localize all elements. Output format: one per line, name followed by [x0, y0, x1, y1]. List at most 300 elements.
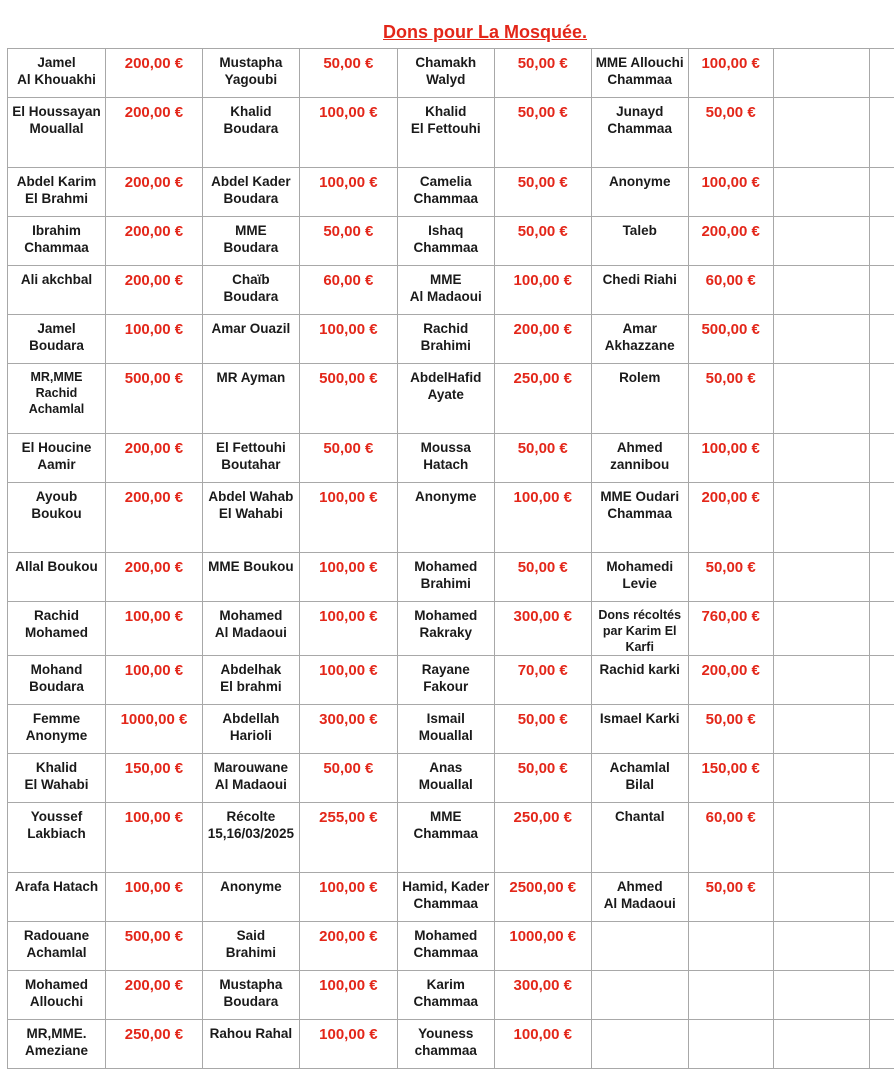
donor-name-line: Harioli	[229, 728, 272, 743]
donor-name	[397, 266, 494, 315]
donor-name	[397, 656, 494, 705]
donor-name-line: Chantal	[614, 809, 665, 824]
donor-name-line: El Brahmi	[24, 191, 88, 206]
donor-name-line: Aamir	[37, 457, 76, 472]
donor-name-line: Boudara	[223, 289, 279, 304]
donor-name	[8, 803, 106, 873]
donor-name	[202, 483, 299, 553]
donation-amount: 100,00 €	[105, 315, 202, 364]
donor-name-line: MR Ayman	[216, 370, 286, 385]
donor-name-line: Chedi Riahi	[602, 272, 677, 287]
donor-name	[8, 49, 106, 98]
donor-name-line: Arafa Hatach	[14, 879, 99, 894]
donor-name	[202, 602, 299, 656]
donor-name-line: Anonyme	[608, 174, 671, 189]
donor-name-line: MR,MME	[30, 370, 83, 384]
donor-name-line: Jamel	[37, 55, 76, 70]
donor-name-line: Boudara	[223, 240, 279, 255]
donor-name	[8, 168, 106, 217]
donor-name	[591, 434, 688, 483]
table-row	[8, 971, 894, 1020]
empty-cell	[870, 602, 894, 656]
donor-name-line: Al Madaoui	[409, 289, 482, 304]
donor-name-line: AbdelHafid	[410, 370, 482, 385]
donor-name-line: Anonyme	[25, 728, 88, 743]
donation-amount: 250,00 €	[494, 803, 591, 873]
empty-cell	[773, 754, 870, 803]
donor-name-line: zannibou	[610, 457, 670, 472]
donor-name-line: Chammaa	[24, 240, 89, 255]
empty-cell	[773, 803, 870, 873]
donor-name	[591, 98, 688, 168]
donor-name	[397, 922, 494, 971]
donor-name-line: Mohamed	[414, 559, 478, 574]
donor-name	[8, 754, 106, 803]
donor-name-line: Al Madaoui	[214, 625, 287, 640]
donation-amount: 1000,00 €	[105, 705, 202, 754]
donor-name-line: Abdellah	[222, 711, 280, 726]
donor-name-line: Abdelhak	[220, 662, 282, 677]
empty-cell	[773, 168, 870, 217]
donor-name	[8, 483, 106, 553]
table-row	[8, 483, 894, 553]
donation-amount: 200,00 €	[105, 217, 202, 266]
donor-name	[397, 98, 494, 168]
donor-name	[397, 168, 494, 217]
donor-name-line: Ibrahim	[32, 223, 81, 238]
donation-amount: 60,00 €	[688, 803, 773, 873]
donor-name	[8, 971, 106, 1020]
donation-amount: 100,00 €	[299, 315, 397, 364]
donor-name-line: Ahmed	[616, 440, 663, 455]
donor-name	[591, 873, 688, 922]
donation-amount: 200,00 €	[105, 98, 202, 168]
table-row	[8, 656, 894, 705]
donor-name	[591, 315, 688, 364]
donor-name-line: Al Madaoui	[214, 777, 287, 792]
donor-name-line: El Houssayan	[12, 104, 101, 119]
donor-name-line: El Fettouhi	[410, 121, 481, 136]
table-row	[8, 803, 894, 873]
donor-name	[397, 49, 494, 98]
donor-name	[397, 1020, 494, 1069]
donor-name	[8, 217, 106, 266]
donation-amount: 300,00 €	[494, 602, 591, 656]
donor-name	[202, 168, 299, 217]
table-row	[8, 1020, 894, 1069]
donor-name-line: Chammaa	[413, 945, 479, 960]
donor-name	[591, 168, 688, 217]
donor-name-line: Mohamed	[414, 928, 478, 943]
donor-name-line: Chammaa	[607, 506, 672, 521]
donation-amount	[688, 922, 773, 971]
donor-name-line: MME	[430, 809, 462, 824]
donation-amount: 760,00 €	[688, 602, 773, 656]
donation-amount: 200,00 €	[105, 483, 202, 553]
donor-name-line: Mohand	[30, 662, 83, 677]
donation-amount: 100,00 €	[494, 1020, 591, 1069]
donor-name	[397, 602, 494, 656]
donation-amount	[688, 971, 773, 1020]
donation-amount: 100,00 €	[688, 168, 773, 217]
donor-name-line: Chammaa	[413, 994, 479, 1009]
donor-name-line: Achamlal	[28, 402, 85, 416]
table-row	[8, 168, 894, 217]
empty-cell	[870, 803, 894, 873]
empty-cell	[870, 266, 894, 315]
donor-name-line: Lakbiach	[27, 826, 86, 841]
donation-amount: 50,00 €	[688, 98, 773, 168]
donor-name-line: Junayd	[616, 104, 664, 119]
empty-cell	[870, 1020, 894, 1069]
empty-cell	[870, 364, 894, 434]
donor-name-line: Ismael Karki	[599, 711, 680, 726]
donation-amount: 100,00 €	[299, 656, 397, 705]
empty-cell	[773, 1020, 870, 1069]
donor-name	[591, 1020, 688, 1069]
donor-name-line: Rachid	[33, 608, 79, 623]
donor-name-line: Brahimi	[420, 576, 471, 591]
empty-cell	[773, 602, 870, 656]
donor-name-line: Dons récoltés	[598, 608, 682, 622]
donor-name-line: Rayane	[421, 662, 470, 677]
donor-name-line: Anonyme	[415, 489, 477, 504]
donor-name-line: El Wahabi	[24, 777, 89, 792]
donor-name-line: Al Madaoui	[603, 896, 676, 911]
donation-amount: 500,00 €	[299, 364, 397, 434]
donation-amount	[688, 1020, 773, 1069]
donation-amount: 200,00 €	[105, 49, 202, 98]
donor-name	[202, 803, 299, 873]
donor-name-line: Mouallal	[29, 121, 84, 136]
empty-cell	[773, 553, 870, 602]
donation-amount: 150,00 €	[688, 754, 773, 803]
donor-name-line: Ayoub	[35, 489, 78, 504]
donation-amount: 500,00 €	[105, 364, 202, 434]
donor-name	[397, 705, 494, 754]
donation-amount: 100,00 €	[299, 1020, 397, 1069]
donor-name-line: Rachid	[35, 386, 78, 400]
empty-cell	[870, 922, 894, 971]
donor-name	[202, 49, 299, 98]
donor-name-line: Khalid	[230, 104, 272, 119]
donor-name-line: Chammaa	[413, 826, 479, 841]
empty-cell	[773, 483, 870, 553]
empty-cell	[870, 483, 894, 553]
donation-amount: 50,00 €	[299, 217, 397, 266]
donation-amount: 100,00 €	[494, 266, 591, 315]
donation-amount: 100,00 €	[299, 873, 397, 922]
donor-name-line: El Houcine	[21, 440, 92, 455]
donor-name	[202, 1020, 299, 1069]
donation-amount: 200,00 €	[105, 168, 202, 217]
empty-cell	[773, 315, 870, 364]
donor-name-line: 15,16/03/2025	[207, 826, 295, 841]
donation-amount: 200,00 €	[105, 266, 202, 315]
donation-amount: 200,00 €	[688, 483, 773, 553]
donor-name	[397, 754, 494, 803]
donor-name-line: Camelia	[419, 174, 472, 189]
donor-name-line: Karfi	[625, 640, 654, 654]
empty-cell	[870, 705, 894, 754]
donation-amount: 100,00 €	[688, 434, 773, 483]
donor-name	[397, 483, 494, 553]
table-row	[8, 705, 894, 754]
empty-cell	[773, 971, 870, 1020]
donor-name-line: MME	[235, 223, 267, 238]
donor-name-line: Marouwane	[213, 760, 289, 775]
donor-name-line: Boudara	[29, 338, 84, 353]
donation-amount: 100,00 €	[299, 602, 397, 656]
empty-cell	[870, 971, 894, 1020]
donor-name-line: Abdel Karim	[16, 174, 97, 189]
donor-name-line: Brahimi	[420, 338, 471, 353]
donor-name-line: MME Oudari	[600, 489, 680, 504]
donor-name	[202, 922, 299, 971]
donor-name-line: El Fettouhi	[216, 440, 286, 455]
donor-name	[8, 364, 106, 434]
donor-name	[8, 1020, 106, 1069]
donor-name	[397, 364, 494, 434]
donor-name-line: El Wahabi	[218, 506, 283, 521]
donation-amount: 1000,00 €	[494, 922, 591, 971]
donor-name	[202, 98, 299, 168]
donor-name-line: Akhazzane	[604, 338, 675, 353]
table-row	[8, 315, 894, 364]
donor-name-line: Hamid, Kader	[402, 879, 490, 894]
donor-name-line: Achamlal	[609, 760, 670, 775]
empty-cell	[773, 266, 870, 315]
donor-name-line: Boudara	[223, 121, 279, 136]
table-row	[8, 98, 894, 168]
donor-name-line: Said	[236, 928, 266, 943]
donation-amount: 250,00 €	[494, 364, 591, 434]
donor-name	[8, 434, 106, 483]
donor-name	[397, 971, 494, 1020]
table-row	[8, 754, 894, 803]
donor-name-line: Chammaa	[413, 240, 479, 255]
empty-cell	[870, 873, 894, 922]
donor-name	[202, 971, 299, 1020]
donor-name-line: Boutahar	[221, 457, 281, 472]
donation-amount: 150,00 €	[105, 754, 202, 803]
empty-cell	[773, 217, 870, 266]
donor-name-line: Khalid	[425, 104, 467, 119]
donor-name-line: Mustapha	[219, 55, 283, 70]
donation-amount: 500,00 €	[105, 922, 202, 971]
donor-name	[397, 434, 494, 483]
donor-name-line: Rakraky	[419, 625, 473, 640]
donation-amount: 200,00 €	[105, 971, 202, 1020]
donation-amount: 50,00 €	[299, 754, 397, 803]
donation-amount: 50,00 €	[299, 434, 397, 483]
donor-name-line: Boudara	[29, 679, 84, 694]
donor-name-line: MME	[430, 272, 462, 287]
donor-name-line: Anonyme	[220, 879, 282, 894]
donor-name	[202, 553, 299, 602]
donor-name-line: Rahou Rahal	[209, 1026, 293, 1041]
donation-amount: 100,00 €	[299, 168, 397, 217]
donor-name-line: Ali akchbal	[20, 272, 93, 287]
empty-cell	[773, 364, 870, 434]
donation-amount: 255,00 €	[299, 803, 397, 873]
donation-amount: 100,00 €	[299, 483, 397, 553]
donor-name	[591, 971, 688, 1020]
donation-amount: 50,00 €	[688, 553, 773, 602]
donor-name-line: Yagoubi	[224, 72, 278, 87]
donation-amount: 50,00 €	[494, 705, 591, 754]
donor-name-line: El brahmi	[220, 679, 282, 694]
donor-name-line: Mohamed	[24, 625, 88, 640]
donor-name	[397, 217, 494, 266]
donor-name-line: Hatach	[423, 457, 469, 472]
donor-name	[202, 434, 299, 483]
donation-amount: 70,00 €	[494, 656, 591, 705]
donor-name-line: Boudara	[223, 994, 279, 1009]
empty-cell	[773, 922, 870, 971]
empty-cell	[870, 434, 894, 483]
donor-name	[202, 315, 299, 364]
donor-name	[202, 656, 299, 705]
table-row	[8, 873, 894, 922]
donation-amount: 100,00 €	[105, 803, 202, 873]
donor-name-line: Moussa	[420, 440, 471, 455]
donor-name	[202, 364, 299, 434]
donor-name-line: Achamlal	[26, 945, 87, 960]
empty-cell	[773, 873, 870, 922]
donor-name-line: Rolem	[619, 370, 661, 385]
donor-name-line: Chamakh	[415, 55, 477, 70]
donor-name-line: Al Khouakhi	[17, 72, 96, 87]
donor-name-line: Allal Boukou	[15, 559, 98, 574]
donor-name	[591, 483, 688, 553]
donor-name-line: Ameziane	[24, 1043, 88, 1058]
table-row	[8, 553, 894, 602]
donor-name-line: Allouchi	[29, 994, 84, 1009]
donor-name-line: Walyd	[426, 72, 466, 87]
donor-name-line: Youssef	[30, 809, 83, 824]
empty-cell	[870, 656, 894, 705]
donor-name	[202, 705, 299, 754]
donation-amount: 60,00 €	[299, 266, 397, 315]
donor-name-line: Khalid	[35, 760, 78, 775]
donation-amount: 50,00 €	[299, 49, 397, 98]
table-row	[8, 922, 894, 971]
donor-name	[8, 553, 106, 602]
donor-name-line: Rachid	[423, 321, 469, 336]
donor-name-line: Taleb	[622, 223, 657, 238]
empty-cell	[773, 656, 870, 705]
donation-amount: 200,00 €	[105, 434, 202, 483]
donation-amount: 50,00 €	[494, 434, 591, 483]
donation-amount: 50,00 €	[494, 49, 591, 98]
donor-name	[202, 217, 299, 266]
donation-amount: 100,00 €	[299, 98, 397, 168]
donor-name-line: Ishaq	[428, 223, 464, 238]
donor-name	[591, 754, 688, 803]
donor-name-line: Boukou	[31, 506, 82, 521]
donation-amount: 100,00 €	[299, 971, 397, 1020]
donor-name-line: Chammaa	[607, 72, 672, 87]
donation-amount: 60,00 €	[688, 266, 773, 315]
donor-name	[8, 922, 106, 971]
donor-name-line: Ayate	[427, 387, 464, 402]
empty-cell	[870, 553, 894, 602]
donation-amount: 200,00 €	[688, 217, 773, 266]
table-row	[8, 602, 894, 656]
table-row	[8, 364, 894, 434]
donor-name-line: par Karim El	[602, 624, 677, 638]
donor-name-line: Fakour	[423, 679, 469, 694]
donor-name	[591, 364, 688, 434]
donor-name-line: Ahmed	[616, 879, 663, 894]
donation-amount: 100,00 €	[494, 483, 591, 553]
donor-name	[591, 217, 688, 266]
donation-amount: 50,00 €	[494, 553, 591, 602]
table-row	[8, 434, 894, 483]
donor-name-line: Récolte	[226, 809, 276, 824]
donation-amount: 100,00 €	[688, 49, 773, 98]
donor-name-line: Levie	[622, 576, 657, 591]
donor-name	[8, 266, 106, 315]
donation-amount: 200,00 €	[105, 553, 202, 602]
donation-amount: 50,00 €	[688, 705, 773, 754]
empty-cell	[773, 98, 870, 168]
donor-name-line: Karim	[426, 977, 465, 992]
donation-amount: 200,00 €	[299, 922, 397, 971]
donor-name-line: MME Allouchi	[595, 55, 684, 70]
donor-name-line: Rachid karki	[599, 662, 680, 677]
donor-name-line: Mohamed	[24, 977, 88, 992]
donor-name-line: Chammaa	[413, 191, 479, 206]
donor-name-line: Femme	[32, 711, 81, 726]
donor-name-line: MME Boukou	[208, 559, 294, 574]
empty-cell	[870, 168, 894, 217]
empty-cell	[870, 49, 894, 98]
donor-name-line: Youness	[418, 1026, 474, 1041]
table-row	[8, 217, 894, 266]
donation-amount: 100,00 €	[299, 553, 397, 602]
donation-amount: 50,00 €	[494, 217, 591, 266]
donor-name-line: Jamel	[37, 321, 76, 336]
donor-name	[8, 705, 106, 754]
donation-amount: 200,00 €	[494, 315, 591, 364]
donor-name-line: Radouane	[23, 928, 90, 943]
donation-amount: 200,00 €	[688, 656, 773, 705]
donor-name-line: Bilal	[625, 777, 654, 792]
empty-cell	[773, 49, 870, 98]
donation-amount: 250,00 €	[105, 1020, 202, 1069]
donor-name	[397, 553, 494, 602]
donor-name-line: Amar	[622, 321, 657, 336]
donor-name-line: Chammaa	[413, 896, 479, 911]
donation-amount: 500,00 €	[688, 315, 773, 364]
empty-cell	[870, 315, 894, 364]
donor-name	[591, 803, 688, 873]
donation-amount: 100,00 €	[105, 656, 202, 705]
donor-name-line: Mustapha	[219, 977, 283, 992]
donation-amount: 50,00 €	[494, 168, 591, 217]
donation-amount: 50,00 €	[688, 364, 773, 434]
donor-name	[591, 705, 688, 754]
donor-name-line: Chammaa	[607, 121, 672, 136]
donor-name-line: Mohamed	[219, 608, 283, 623]
donor-name	[591, 602, 688, 656]
donor-name	[8, 98, 106, 168]
donor-name	[8, 656, 106, 705]
donor-name	[397, 803, 494, 873]
donor-name	[202, 266, 299, 315]
